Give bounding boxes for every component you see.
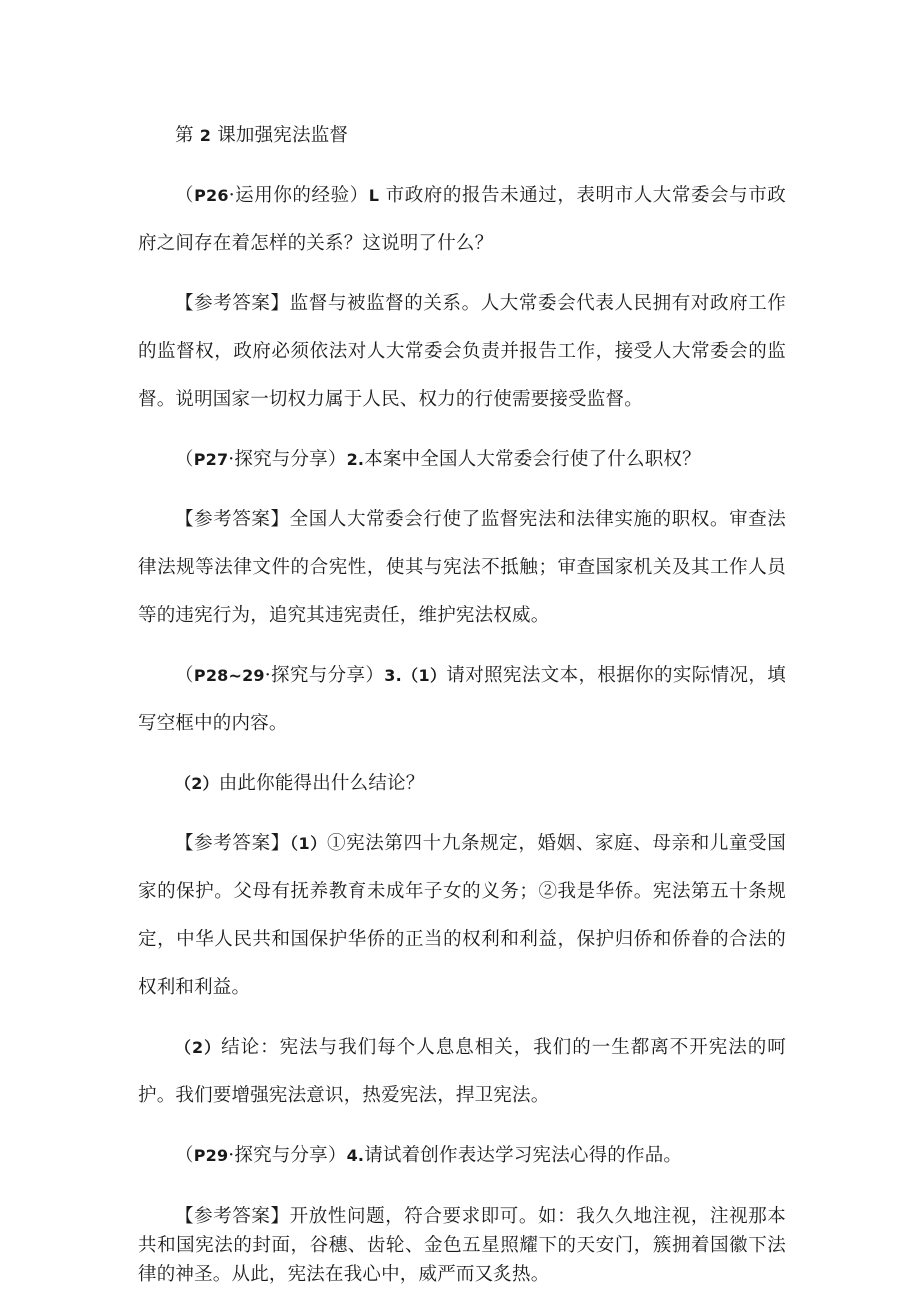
answer-2 (138, 496, 786, 640)
page-ref: P27 (193, 450, 229, 469)
answer-text: ①宪法第四十九条规定，婚姻、家庭、母亲和儿童受国家的保护。父母有抚养教育未成年子女的义务；②我是华侨。宪法第五十条规定，中华人民共和国保护华侨的正当的权利和利益，保护归侨和侨眷的合法的权利和利益。 (138, 833, 786, 998)
question-4 (138, 1132, 786, 1180)
answer-3 (138, 820, 786, 1012)
question-3 (138, 652, 786, 748)
paren-open: （ (175, 1145, 194, 1166)
section-ref: ·运用你的经验） (228, 185, 369, 206)
section-ref: ·探究与分享） (228, 1145, 347, 1166)
question-1 (138, 172, 786, 268)
answer-3-part-2 (138, 1024, 786, 1120)
title-prefix: 第 (175, 125, 200, 146)
sub-answer-number: （2） (175, 1038, 222, 1057)
question-text: 请对照宪法文本，根据你的实际情况，填写空框中的内容。 (138, 665, 786, 734)
answer-4 (138, 1202, 786, 1289)
question-text: 本案中全国人大常委会行使了什么职权？ (364, 449, 701, 470)
question-number: 4. (346, 1146, 365, 1165)
question-text: 市政府的报告未通过，表明市人大常委会与市政府之间存在着怎样的关系？这说明了什么？ (138, 185, 786, 254)
question-text: 由此你能得出什么结论？ (218, 773, 425, 794)
answer-text: 监督与被监督的关系。人大常委会代表人民拥有对政府工作的监督权，政府必须依法对人大常委会负责并报告工作，接受人大常委会的监督。说明国家一切权力属于人民、权力的行使需要接受监督。 (138, 293, 786, 410)
answer-label: 【参考答案】 (175, 509, 290, 530)
section-ref: ·探究与分享） (228, 449, 347, 470)
answer-label: 【参考答案】 (175, 1206, 290, 1227)
section-ref: ·探究与分享） (264, 665, 385, 686)
page-ref: P28~29 (193, 666, 265, 685)
answer-1 (138, 280, 786, 424)
answer-label: 【参考答案】 (175, 293, 290, 314)
lesson-number: 2 (199, 126, 212, 145)
question-number: 2. (346, 450, 365, 469)
paren-open: （ (175, 665, 194, 686)
answer-text: 全国人大常委会行使了监督宪法和法律实施的职权。审查法律法规等法律文件的合宪性，使其与宪法不抵触；审查国家机关及其工作人员等的违宪行为，追究其违宪责任，维护宪法权威。 (138, 509, 786, 626)
paren-open: （ (175, 185, 195, 206)
answer-text: 结论：宪法与我们每个人息息相关，我们的一生都离不开宪法的呵护。我们要增强宪法意识，热爱宪法，捍卫宪法。 (138, 1037, 786, 1106)
answer-text: 开放性问题，符合要求即可。如：我久久地注视，注视那本共和国宪法的封面，谷穗、齿轮、金色五星照耀下的天安门，簇拥着国徽下法律的神圣。从此，宪法在我心中，威严而又炙热。 (138, 1206, 786, 1285)
question-number: L (368, 186, 380, 205)
answer-label: 【参考答案】 (175, 833, 290, 854)
title-text: 课加强宪法监督 (211, 125, 349, 146)
sub-answer-number: （1） (289, 834, 327, 853)
question-2 (138, 436, 786, 484)
page-ref: P26 (194, 186, 229, 205)
sub-question-number: （2） (175, 774, 219, 793)
page-ref: P29 (193, 1146, 229, 1165)
lesson-title (138, 112, 786, 160)
document-page (138, 112, 786, 1289)
question-number: 3.（1） (384, 666, 447, 685)
paren-open: （ (175, 449, 194, 470)
question-text: 请试着创作表达学习宪法心得的作品。 (364, 1145, 683, 1166)
question-3-part-2 (138, 760, 786, 808)
